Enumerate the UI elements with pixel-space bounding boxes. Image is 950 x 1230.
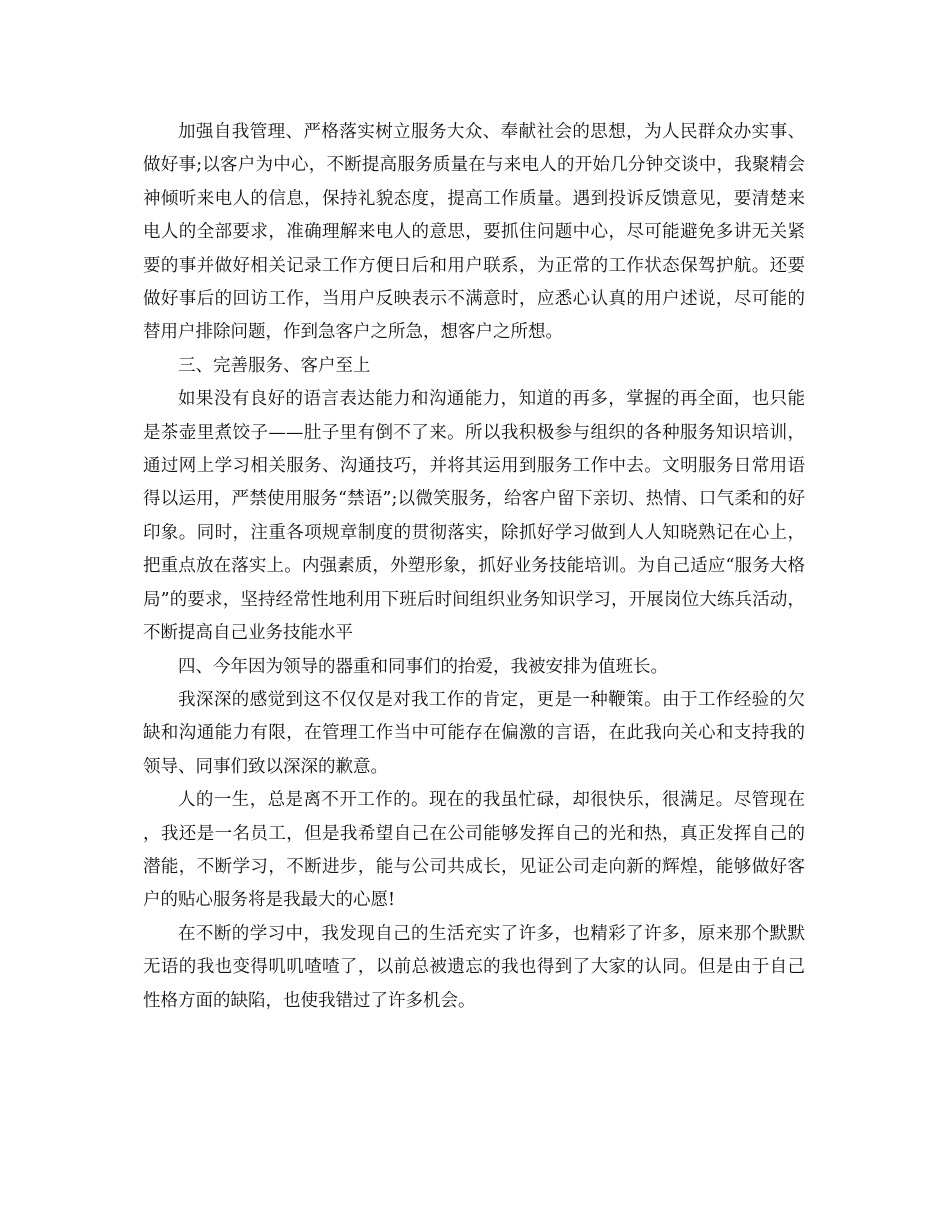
paragraph-communication-training: 如果没有良好的语言表达能力和沟通能力，知道的再多，掌握的再全面，也只能是茶壶里煮饺子——肚子里有倒不了来。所以我积极参与组织的各种服务知识培训，通过网上学习相关服务、沟通技巧，并将其运用到服务工作中去。文明服务日常用语得以运用，严禁使用服务“禁语”;以微笑服务，给客户留下亲切、热情、口气柔和的好印象。同时，注重各项规章制度的贯彻落实，除抓好学习做到人人知晓熟记在心上，把重点放在落实上。内强素质，外塑形象，抓好业务技能培训。为自己适应“服务大格局”的要求，坚持经常性地利用下班后时间组织业务知识学习，开展岗位大练兵活动，不断提高自己业务技能水平 [143,389,805,644]
document-body [143,116,805,1018]
section-heading-four: 四、今年因为领导的器重和同事们的抬爱，我被安排为值班长。 [178,656,668,677]
section-heading-three: 三、完善服务、客户至上 [178,355,371,376]
paragraph-career-wish: 人的一生，总是离不开工作的。现在的我虽忙碌，却很快乐，很满足。尽管现在，我还是一名员工，但是我希望自己在公司能够发挥自己的光和热，真正发挥自己的潜能，不断学习，不断进步，能与公司共成长，见证公司走向新的辉煌，能够做好客户的贴心服务将是我最大的心愿! [143,790,805,911]
paragraph-apology: 我深深的感觉到这不仅仅是对我工作的肯定，更是一种鞭策。由于工作经验的欠缺和沟通能力有限，在管理工作当中可能存在偏激的言语，在此我向关心和支持我的领导、同事们致以深深的歉意。 [143,689,805,777]
paragraph-service-attitude: 加强自我管理、严格落实树立服务大众、奉献社会的思想，为人民群众办实事、做好事;以客户为中心，不断提高服务质量在与来电人的开始几分钟交谈中，我聚精会神倾听来电人的信息，保持礼貌态度，提高工作质量。遇到投诉反馈意见，要清楚来电人的全部要求，准确理解来电人的意思，要抓住问题中心，尽可能避免多讲无关紧要的事并做好相关记录工作方便日后和用户联系，为正常的工作状态保驾护航。还要做好事后的回访工作，当用户反映表示不满意时，应悉心认真的用户述说，尽可能的替用户排除问题，作到急客户之所急，想客户之所想。 [143,122,805,343]
paragraph-learning-growth: 在不断的学习中，我发现自己的生活充实了许多，也精彩了许多，原来那个默默无语的我也变得叽叽喳喳了，以前总被遗忘的我也得到了大家的认同。但是由于自己性格方面的缺陷，也使我错过了许多机会。 [143,923,805,1011]
